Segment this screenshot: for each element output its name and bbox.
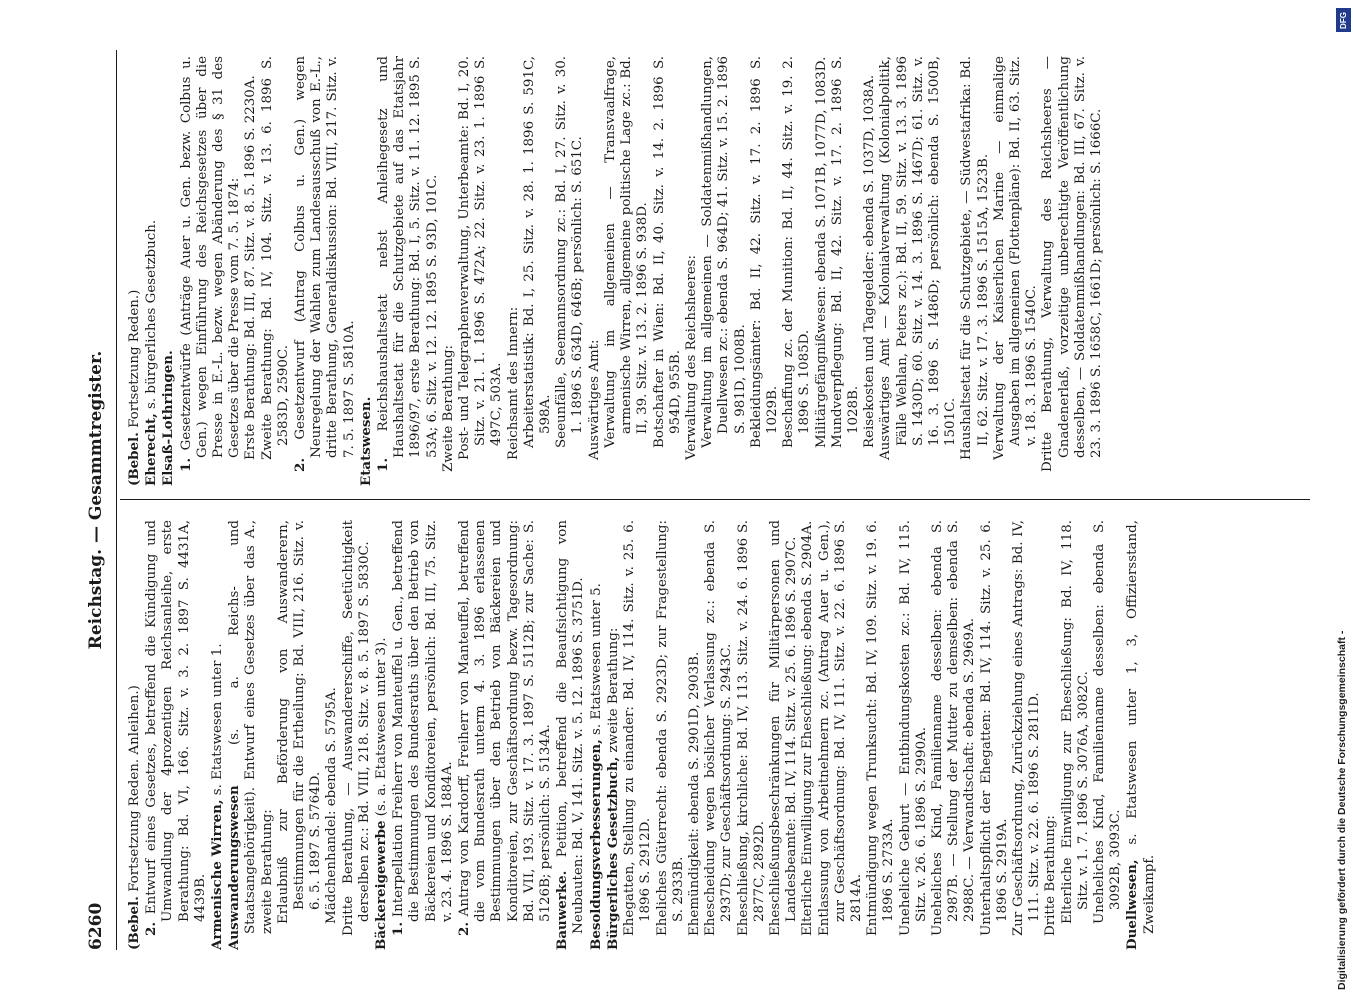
dfg-logo xyxy=(1336,8,1351,32)
index-entry xyxy=(554,56,586,486)
entry-text: Eheschließung, kirchliche: Bd. IV, 113. Sitz. v. 24. 6. 1896 S. 2877C, 2892D. xyxy=(735,520,767,936)
entry-text: (s. a. Etatswesen unter 3). xyxy=(374,637,390,817)
index-entry xyxy=(588,520,605,950)
entry-text: Reichsamt des Innern: xyxy=(505,306,521,460)
entry-text: Unterhaltspflicht der Ehegatten: Bd. IV, 114. Sitz. v. 25. 6. 1896 S. 2919A. xyxy=(978,520,1010,936)
entry-text: Dritte Berathung: xyxy=(1043,815,1059,936)
entry-label: Bauwerke. xyxy=(554,870,571,950)
index-entry xyxy=(703,520,735,950)
entry-text: Verwaltung im allgemeinen — Transvaalfrage, armenische Wirren, allgemeine politische Lage zc.: Bd. II, 39. Sitz. v. 13. 2. 1896 S. 938D. xyxy=(602,56,651,448)
index-entry xyxy=(622,520,654,950)
entry-label: (Bebel. xyxy=(126,432,142,486)
index-entry xyxy=(522,56,554,486)
entry-text: Reichshaushaltsetat nebst Anleihegesetz und Haushaltsetat für die Schutzgebiete auf das Etatsjahr 1896/97, erste Berathung: Bd. I, 5. Sitz. v. 11. 12. 1895 S. 53A; 6. Sitz. v. 12. 12. 1895 S. 93D, 101C. xyxy=(376,56,440,458)
left-column xyxy=(126,520,1306,950)
index-entry xyxy=(830,56,862,486)
index-entry xyxy=(260,56,292,486)
entry-text: Verwaltung im allgemeinen — Soldatenmißhandlungen, Duellwesen zc.: ebenda S. 964D; 41. Sitz. v. 15. 2. 1896 S. 981D, 1008B. xyxy=(700,56,748,448)
entry-text: Verwaltung des Reichsheeres: xyxy=(683,254,699,460)
entry-text: Mundverpflegung: Bd. II, 42. Sitz. v. 17. 2. 1896 S. 1028B. xyxy=(829,56,861,448)
entry-text: Verwaltung der Kaiserlichen Marine — einmalige Ausgaben im allgemeinen (Flottenpläne): Bd. II, 63. Sitz. v. 18. 3. 1896 S. 1540C. xyxy=(991,56,1040,460)
index-entry xyxy=(292,56,358,486)
index-entry xyxy=(684,56,700,486)
index-entry xyxy=(126,520,143,950)
entry-text: Mädchenhandel: ebenda S. 5795A. xyxy=(324,687,340,924)
index-entry xyxy=(865,520,897,950)
entry-text: Erlaubniß zur Beförderung von Auswanderern, Bestimmungen für die Ertheilung: Bd. VIII, 216. Sitz. v. 6. 5. 1897 S. 5764D. xyxy=(275,520,324,924)
entry-text: Dritte Berathung, — Auswandererschiffe, Seetüchtigkeit derselben zc.: Bd. VIII, 218. Sitz. v. 8. 5. 1897 S. 5830C. xyxy=(340,520,372,936)
entry-text: Zur Geschäftsordnung, Zurückziehung eines Antrags: Bd. IV, 111. Sitz. v. 22. 6. 1896 S. 2811D. xyxy=(1010,520,1043,936)
page-number: 6260 xyxy=(86,902,106,950)
entry-text: Eheliches Güterrecht: ebenda S. 2923D; zur Fragestellung: S. 2933B. xyxy=(654,520,686,936)
index-entry xyxy=(143,56,160,486)
header-rule xyxy=(116,50,117,950)
index-entry xyxy=(768,520,800,950)
index-entry xyxy=(1040,56,1105,486)
index-entry xyxy=(1060,520,1092,950)
entry-text: s. Etatswesen unter 1, 3, Offiziersstand, Zweikampf. xyxy=(1125,520,1157,934)
entry-label: Etatswesen. xyxy=(357,396,374,486)
entry-text: Bekleidungsämter: Bd. II, 42. Sitz. v. 17. 2. 1896 S. 1029B. xyxy=(748,56,780,448)
entry-text: Fortsetzung Reden. Anleihen.) xyxy=(127,685,142,892)
rotated-page xyxy=(80,50,1310,950)
entry-text: Zweite Berathung: xyxy=(440,344,456,472)
entry-text: Ehescheidung wegen böslicher Verlassung zc.: ebenda S. 2937D; zur Geschäftsordnung: S. 2943C. xyxy=(703,520,735,936)
index-entry xyxy=(605,520,622,950)
entry-text: Ehemündigkeit: ebenda S. 2901D, 2903B. xyxy=(686,651,702,936)
index-entry xyxy=(358,56,375,486)
entry-label: 2. xyxy=(456,922,473,936)
entry-text: Uneheliche Geburt — Entbindungskosten zc.: Bd. IV, 115. Sitz. v. 26. 6. 1896 S. 2990A. xyxy=(897,520,929,936)
index-entry xyxy=(126,56,143,486)
index-entry xyxy=(655,520,687,950)
index-entry xyxy=(456,520,554,950)
index-entry xyxy=(276,520,325,950)
index-entry xyxy=(781,56,813,486)
entry-label: Besoldungsverbesserungen, xyxy=(587,739,604,950)
entry-label: 1. xyxy=(390,922,407,936)
index-entry xyxy=(1092,520,1124,950)
entry-label: 2. xyxy=(292,458,309,472)
index-entry xyxy=(341,520,373,950)
entry-text: Militärgefängnißwesen: ebenda S. 1071B, 1077D, 1083D. xyxy=(813,56,829,448)
index-entry xyxy=(652,56,684,486)
entry-text: (s. a. Reichs- und Staatsangehörigkeit). Entwurf eines Gesetzes über das A., zweite Berathung: xyxy=(227,520,275,934)
entry-text: Arbeiterstatistik: Bd. I, 25. Sitz. v. 28. 1. 1896 S. 591C, 598A. xyxy=(521,56,554,448)
index-entry xyxy=(959,56,991,486)
page-header xyxy=(80,50,120,950)
index-entry xyxy=(209,520,226,950)
index-entry xyxy=(700,56,749,486)
entry-text: Entwurf eines Gesetzes, betreffend die Kündigung und Umwandlung der 4prozentigen Reichsanleihe, erste Berathung: Bd. VI, 166. Sitz. v. 3. 2. 1897 S. 4431A, 4439B. xyxy=(144,520,208,922)
entry-text: Petition, betreffend die Beaufsichtigung von Neubauten: Bd. V, 141. Sitz. v. 5. 12. 1896 S. 3751D. xyxy=(555,520,587,934)
index-entry xyxy=(736,520,768,950)
index-entry xyxy=(749,56,781,486)
entry-text: Interpellation Freiherr von Manteuffel u. Gen., betreffend die Bestimmungen des Bundesraths über den Betrieb von Bäckereien und Konditoreien, persönlich: Bd. III, 75. Sitz. v. 23. 4. 1896 S. 1884A. xyxy=(391,520,455,922)
entry-text: Beschaffung zc. der Munition: Bd. II, 44. Sitz. v. 19. 2. 1896 S. 1085D. xyxy=(781,56,813,448)
entry-text: Post- und Telegraphenverwaltung, Unterbeamte: Bd. I, 20. Sitz. v. 21. 1. 1896 S. 472A; 22. Sitz. v. 23. 1. 1896 S. 497C, 503A. xyxy=(457,56,505,460)
entry-text: Uneheliches Kind, Familienname desselben: ebenda S. 3092B, 3093C. xyxy=(1091,520,1124,924)
index-entry xyxy=(992,56,1041,486)
entry-text: Erste Berathung: Bd. III, 87. Sitz. v. 8. 5. 1896 S. 2230A. xyxy=(243,75,259,460)
entry-text: Eheschließungsbeschränkungen für Militärpersonen und Landesbeamte: Bd. IV, 114. Sitz. v. 25. 6. 1896 S. 2907C. xyxy=(767,520,800,936)
index-entry xyxy=(930,520,979,950)
index-entry xyxy=(1011,520,1043,950)
entry-label: Auswanderungswesen xyxy=(226,785,243,950)
entry-text: Antrag von Kardorff, Freiherr von Manteuffel, betreffend die vom Bundesrath unterm 4. 3. 1896 erlassenen Bestimmungen über den Betrieb von Bäckereien und Konditoreien, zur Geschäftsordnung bezw. Tagesordnung: Bd. VII, 193. Sitz. v. 17. 3. 1897 S. 5112B; zur Sache: S. 5126B; persönlich: S. 5134A. xyxy=(457,520,554,922)
index-entry xyxy=(160,56,177,486)
index-entry xyxy=(1043,520,1059,950)
entry-text: Auswärtiges Amt — Kolonialverwaltung (Kolonialpolitik, Fälle Wehlan, Peters zc.): Bd. II, 59. Sitz. v. 13. 3. 1896 S. 1430D; 60. Sitz. v. 14. 3. 1896 S. 1467D; 61. Sitz. v. 16. 3. 1896 S. 1486D; persönlich: ebenda S. 1500B, 1501C. xyxy=(878,56,959,460)
dfg-logo-text: DFG xyxy=(1339,11,1349,29)
entry-text: Elterliche Einwilligung zur Eheschließung: Bd. IV, 118. Sitz. v. 1. 7. 1896 S. 3076A, 3082C. xyxy=(1059,520,1091,924)
entry-text: zweite Berathung: xyxy=(605,627,621,753)
index-entry xyxy=(554,520,587,950)
index-entry xyxy=(817,520,866,950)
right-column xyxy=(126,56,1306,486)
index-entry xyxy=(243,56,259,486)
entry-label: Bürgerliches Gesetzbuch, xyxy=(604,756,621,950)
entry-text: Fortsetzung Reden.) xyxy=(127,289,142,428)
entry-text: Uneheliches Kind, Familienname desselben: ebenda S. 2987B. — Stellung der Mutter zu demselben: ebenda S. 2988C. — Verwandtschaft: ebenda S. 2969A. xyxy=(929,520,978,936)
entry-label: Bäckereigewerbe xyxy=(373,820,390,950)
entry-text: Zweite Berathung: Bd. IV, 104. Sitz. v. 13. 6. 1896 S. 2583D, 2590C. xyxy=(259,56,291,460)
entry-label: Armenische Wirren, xyxy=(209,799,226,950)
entry-label: Eherecht, xyxy=(143,413,160,486)
index-entry xyxy=(143,520,209,950)
entry-text: Elterliche Einwilligung zur Eheschließung: ebenda S. 2904A. xyxy=(800,520,816,936)
index-entry xyxy=(1124,520,1157,950)
index-entry xyxy=(814,56,830,486)
index-entry xyxy=(390,520,456,950)
entry-text: Dritte Berathung, Verwaltung des Reichsheeres — Gnadenerlaß, vorzeitige unberechtigte Veröffentlichung desselben, — Soldatenmißhandlungen: Bd. III, 67. Sitz. v. 23. 3. 1896 S. 1658C, 1661D; persönlich: S. 1666C. xyxy=(1040,56,1104,472)
index-entry xyxy=(375,56,441,486)
entry-text: s. Etatswesen unter 1. xyxy=(210,643,226,796)
entry-text: Haushaltsetat für die Schutzgebiete, — Südwestafrika: Bd. II, 62. Sitz. v. 17. 3. 1896 S. 1515A, 1523B. xyxy=(959,56,991,460)
index-entry xyxy=(603,56,652,486)
digitization-credit: Digitalisierung gefördert durch die Deutsche Forschungsgemeinschaft - xyxy=(1336,630,1348,990)
index-entry xyxy=(506,56,522,486)
entry-text: Auswärtiges Amt: xyxy=(586,339,602,460)
index-entry xyxy=(587,56,603,486)
entry-text: Botschafter in Wien: Bd. II, 40. Sitz. v. 14. 2. 1896 S. 954D, 955B. xyxy=(651,56,683,448)
entry-label: Duellwesen, xyxy=(1124,859,1141,950)
entry-label: 1. xyxy=(375,458,392,472)
index-entry xyxy=(457,56,506,486)
index-entry xyxy=(898,520,930,950)
index-entry xyxy=(878,56,959,486)
index-entry xyxy=(862,56,878,486)
index-entry xyxy=(324,520,340,950)
entry-label: 1. xyxy=(177,458,194,472)
index-entry xyxy=(226,520,276,950)
index-entry xyxy=(800,520,816,950)
entry-text: s. Etatswesen unter 5. xyxy=(588,583,604,735)
entry-text: s. bürgerliches Gesetzbuch. xyxy=(144,219,160,409)
entry-label: 2. xyxy=(143,922,160,936)
index-entry xyxy=(178,56,244,486)
entry-text: Ehegatten, Stellung zu einander: Bd. IV, 114. Sitz. v. 25. 6. 1896 S. 2912D. xyxy=(622,520,654,936)
entry-label: Elsaß-Lothringen. xyxy=(160,350,177,486)
entry-text: Entmündigung wegen Trunksucht: Bd. IV, 109. Sitz. v. 19. 6. 1896 S. 2733A. xyxy=(865,520,897,936)
index-entry xyxy=(979,520,1011,950)
entry-text: Reisekosten und Tagegelder: ebenda S. 1037D, 1038A. xyxy=(862,74,878,448)
page-title: Reichstag. — Gesammtregister. xyxy=(86,350,106,650)
entry-text: Gesetzentwürfe (Anträge Auer u. Gen. bezw. Colbus u. Gen.) wegen Einführung des Reichsgesetzes über die Presse in E.-L. bezw. wegen Abänderung des § 31 des Gesetzes über die Presse vom 7. 5. 1874: xyxy=(178,56,243,458)
index-entry xyxy=(687,520,703,950)
column-divider xyxy=(120,499,1310,500)
entry-text: Seeunfälle, Seemannsordnung zc.: Bd. I, 27. Sitz. v. 30. 1. 1896 S. 634D, 646B; persönlich: S. 651C. xyxy=(554,56,586,448)
index-entry xyxy=(373,520,390,950)
entry-label: (Bebel. xyxy=(126,896,142,950)
index-entry xyxy=(441,56,457,486)
entry-text: Entlassung von Arbeitnehmern zc. (Antrag Auer u. Gen.), zur Geschäftsordnung: Bd. IV, 111. Sitz. v. 22. 6. 1896 S. 2814A. xyxy=(816,520,864,936)
entry-text: Gesetzentwurf (Antrag Colbus u. Gen.) wegen Neuregelung der Wahlen zum Landesausschuß von E.-L., dritte Berathung, Generaldiskussion: Bd. VIII, 217. Sitz. v. 7. 5. 1897 S. 5810A. xyxy=(293,56,357,458)
